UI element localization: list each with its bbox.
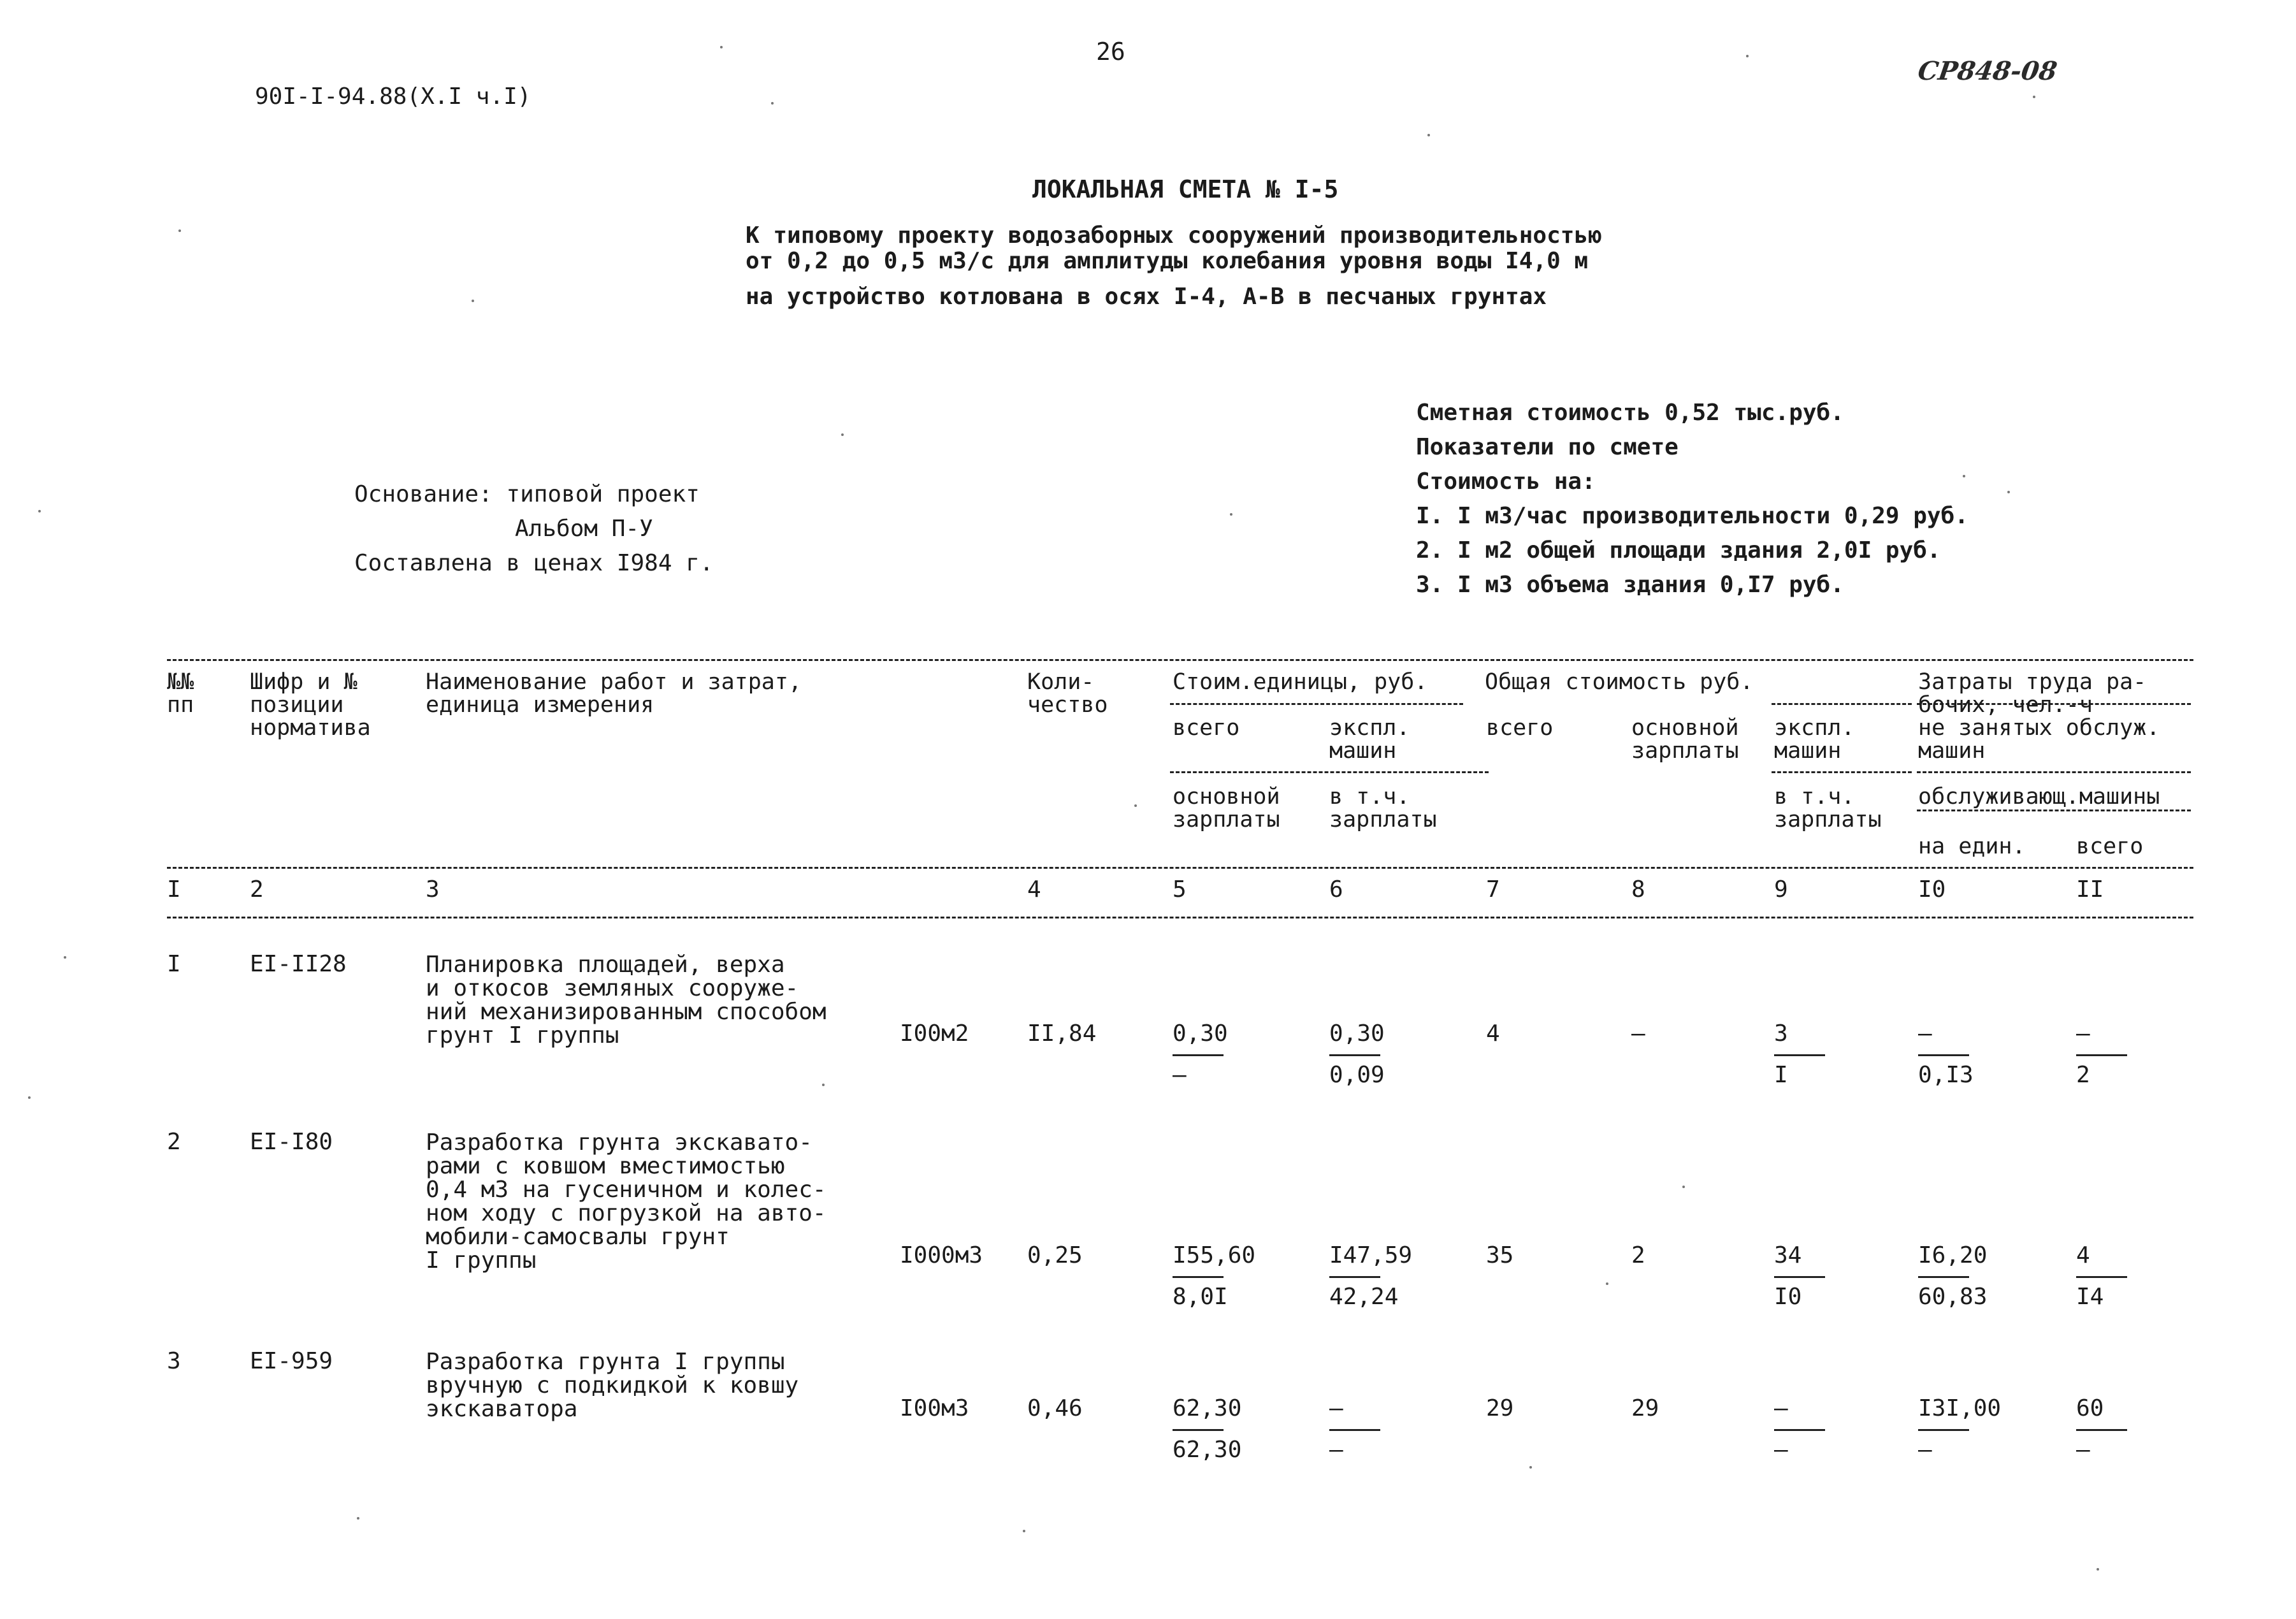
header-uc-total: всего (1173, 715, 1240, 741)
scan-speck (1023, 1530, 1025, 1532)
total-machines-and-wage: 34 I0 (1774, 1244, 1870, 1314)
indicator-cost-on: Стоимость на: (1416, 468, 1596, 495)
total-cost: 4 (1486, 1020, 1500, 1047)
basis-line-3: Составлена в ценах I984 г. (354, 550, 714, 576)
unit-cost-machines-and-wage: – – (1329, 1397, 1425, 1467)
scan-speck (771, 102, 774, 105)
scan-speck (1606, 1282, 1608, 1285)
row-qty: 0,25 (1027, 1242, 1083, 1268)
row-name: Разработка грунта экскавато- рами с ковшом вместимостью 0,4 м3 на гусеничном и колес- ном ходу с погрузкой на авто- мобили-самосвалы грунт I группы (426, 1129, 827, 1274)
unit-cost-total-and-wage: 62,30 62,30 (1173, 1395, 1242, 1463)
row-unit: I00м3 (900, 1395, 969, 1421)
scan-speck (2097, 1568, 2099, 1571)
indicator-item-1: I. I м3/час производительности 0,29 руб. (1416, 503, 1968, 529)
col-number: 2 (250, 876, 264, 903)
scan-speck (1529, 1466, 1532, 1469)
scan-speck (1963, 475, 1965, 477)
page-number: 26 (1096, 38, 1125, 66)
total-machines-and-wage: 3 I (1774, 1022, 1870, 1092)
scan-speck (720, 46, 723, 48)
header-name: Наименование работ и затрат, единица измерения (426, 669, 802, 718)
subtitle-line-2: от 0,2 до 0,5 м3/с для амплитуды колебания уровня воды I4,0 м (746, 248, 1589, 274)
unit-cost-total-and-wage: 0,30 – (1173, 1020, 1228, 1088)
subtitle-line-3: на устройство котлована в осях I-4, А-В в песчаных грунтах (746, 284, 1547, 310)
col-number: 4 (1027, 876, 1041, 903)
scan-speck (1746, 55, 1749, 57)
subtitle-line-1: К типовому проекту водозаборных сооружений производительностью (746, 222, 1602, 249)
basis-line-1: Основание: типовой проект (354, 481, 700, 507)
labor-per-unit: I3I,00 – (1918, 1395, 2002, 1463)
total-wage: 29 (1631, 1395, 1659, 1421)
header-uc-mach-wage: в т.ч. зарплаты (1329, 784, 1437, 832)
handwritten-code: СР848-08 (1916, 56, 2060, 86)
scan-speck (1682, 1186, 1685, 1188)
header-labor: Затраты труда ра- бочих, чел.-ч (1918, 669, 2147, 718)
scan-speck (822, 1084, 825, 1086)
header-tc-mach-wage: в т.ч. зарплаты (1774, 784, 1882, 832)
scan-speck (28, 1096, 31, 1099)
total-cost: 35 (1486, 1242, 1514, 1268)
rule-under-unit-cost (1170, 703, 1463, 705)
scan-speck (2033, 96, 2035, 98)
col-number: 9 (1774, 876, 1788, 903)
scan-speck (38, 510, 41, 512)
header-code: Шифр и № позиции норматива (250, 669, 371, 741)
row-name: Планировка площадей, верха и откосов земляных сооруже- ний механизированным способом грунт I группы (426, 952, 827, 1049)
col-number: 6 (1329, 876, 1343, 903)
rule-labor-sub2 (1917, 810, 2191, 811)
table-top-rule (167, 659, 2193, 661)
header-tc-total: всего (1486, 715, 1554, 741)
header-qty: Коли- чество (1027, 669, 1108, 718)
row-code: ЕI-II28 (250, 951, 347, 977)
rule-under-total-cost (1772, 703, 1912, 705)
col-number: 5 (1173, 876, 1187, 903)
labor-total: – 2 (2076, 1022, 2172, 1092)
unit-cost-machines-and-wage: 0,30 0,09 (1329, 1020, 1385, 1088)
scan-speck (1427, 134, 1430, 136)
total-cost: 29 (1486, 1395, 1514, 1421)
labor-total: 4 I4 (2076, 1244, 2172, 1314)
header-per-unit: на един. (1918, 834, 2026, 859)
row-number: 3 (167, 1348, 181, 1374)
row-qty: 0,46 (1027, 1395, 1083, 1421)
row-number: 2 (167, 1129, 181, 1155)
col-number: 7 (1486, 876, 1500, 903)
total-machines-and-wage: – – (1774, 1397, 1870, 1467)
header-uc-wage: основной зарплаты (1173, 784, 1280, 832)
col-number: II (2076, 876, 2104, 903)
row-qty: II,84 (1027, 1020, 1097, 1047)
col-number: 3 (426, 876, 440, 903)
row-code: ЕI-959 (250, 1348, 333, 1374)
header-total-cost: Общая стоимость руб. (1485, 669, 1754, 695)
header-num: №№ пп (167, 669, 194, 718)
header-bottom-rule (167, 867, 2193, 869)
indicator-item-2: 2. I м2 общей площади здания 2,0I руб. (1416, 537, 1941, 563)
scan-speck (1134, 804, 1137, 807)
indicator-estimated-cost: Сметная стоимость 0,52 тыс.руб. (1416, 400, 1844, 426)
total-wage: – (1631, 1020, 1645, 1047)
scan-speck (64, 956, 66, 959)
basis-line-2: Альбом П-У (515, 516, 653, 542)
header-labor-sub2: обслуживающ.машины (1918, 784, 2160, 810)
scan-speck (178, 229, 181, 232)
estimate-title: ЛОКАЛЬНАЯ СМЕТА № I-5 (1032, 175, 1339, 203)
labor-total: 60 – (2076, 1397, 2172, 1467)
header-tc-wage: основной зарплаты (1631, 715, 1739, 764)
scan-speck (841, 433, 844, 436)
row-unit: I000м3 (900, 1242, 983, 1268)
total-wage: 2 (1631, 1242, 1645, 1268)
labor-per-unit: I6,20 60,83 (1918, 1242, 1988, 1310)
row-name: Разработка грунта I группы вручную с подкидкой к ковшу экскаватора (426, 1349, 799, 1422)
rule-mid-tc-mach (1772, 771, 1912, 773)
header-tc-mach: экспл. машин (1774, 715, 1855, 764)
header-total: всего (2076, 834, 2144, 859)
header-unit-cost: Стоим.единицы, руб. (1173, 669, 1428, 695)
row-code: ЕI-I80 (250, 1129, 333, 1155)
unit-cost-machines-and-wage: I47,59 42,24 (1329, 1242, 1413, 1310)
row-unit: I00м2 (900, 1020, 969, 1047)
rule-mid-labor (1917, 771, 2191, 773)
rule-mid-unit-cost (1170, 771, 1489, 773)
scan-speck (472, 300, 474, 302)
col-number: I (167, 876, 181, 903)
indicator-item-3: 3. I м3 объема здания 0,I7 руб. (1416, 572, 1844, 598)
header-labor-sub: не занятых обслуж. машин (1918, 715, 2160, 764)
row-number: I (167, 951, 181, 977)
indicator-heading: Показатели по смете (1416, 434, 1679, 460)
header-uc-mach: экспл. машин (1329, 715, 1410, 764)
col-number: I0 (1918, 876, 1946, 903)
scan-speck (2007, 491, 2010, 493)
scan-speck (357, 1517, 359, 1520)
scan-speck (1230, 513, 1232, 516)
unit-cost-total-and-wage: I55,60 8,0I (1173, 1242, 1256, 1310)
colnum-bottom-rule (167, 917, 2193, 918)
labor-per-unit: – 0,I3 (1918, 1020, 1974, 1088)
document-code: 90I-I-94.88(X.I ч.I) (255, 83, 531, 110)
col-number: 8 (1631, 876, 1645, 903)
